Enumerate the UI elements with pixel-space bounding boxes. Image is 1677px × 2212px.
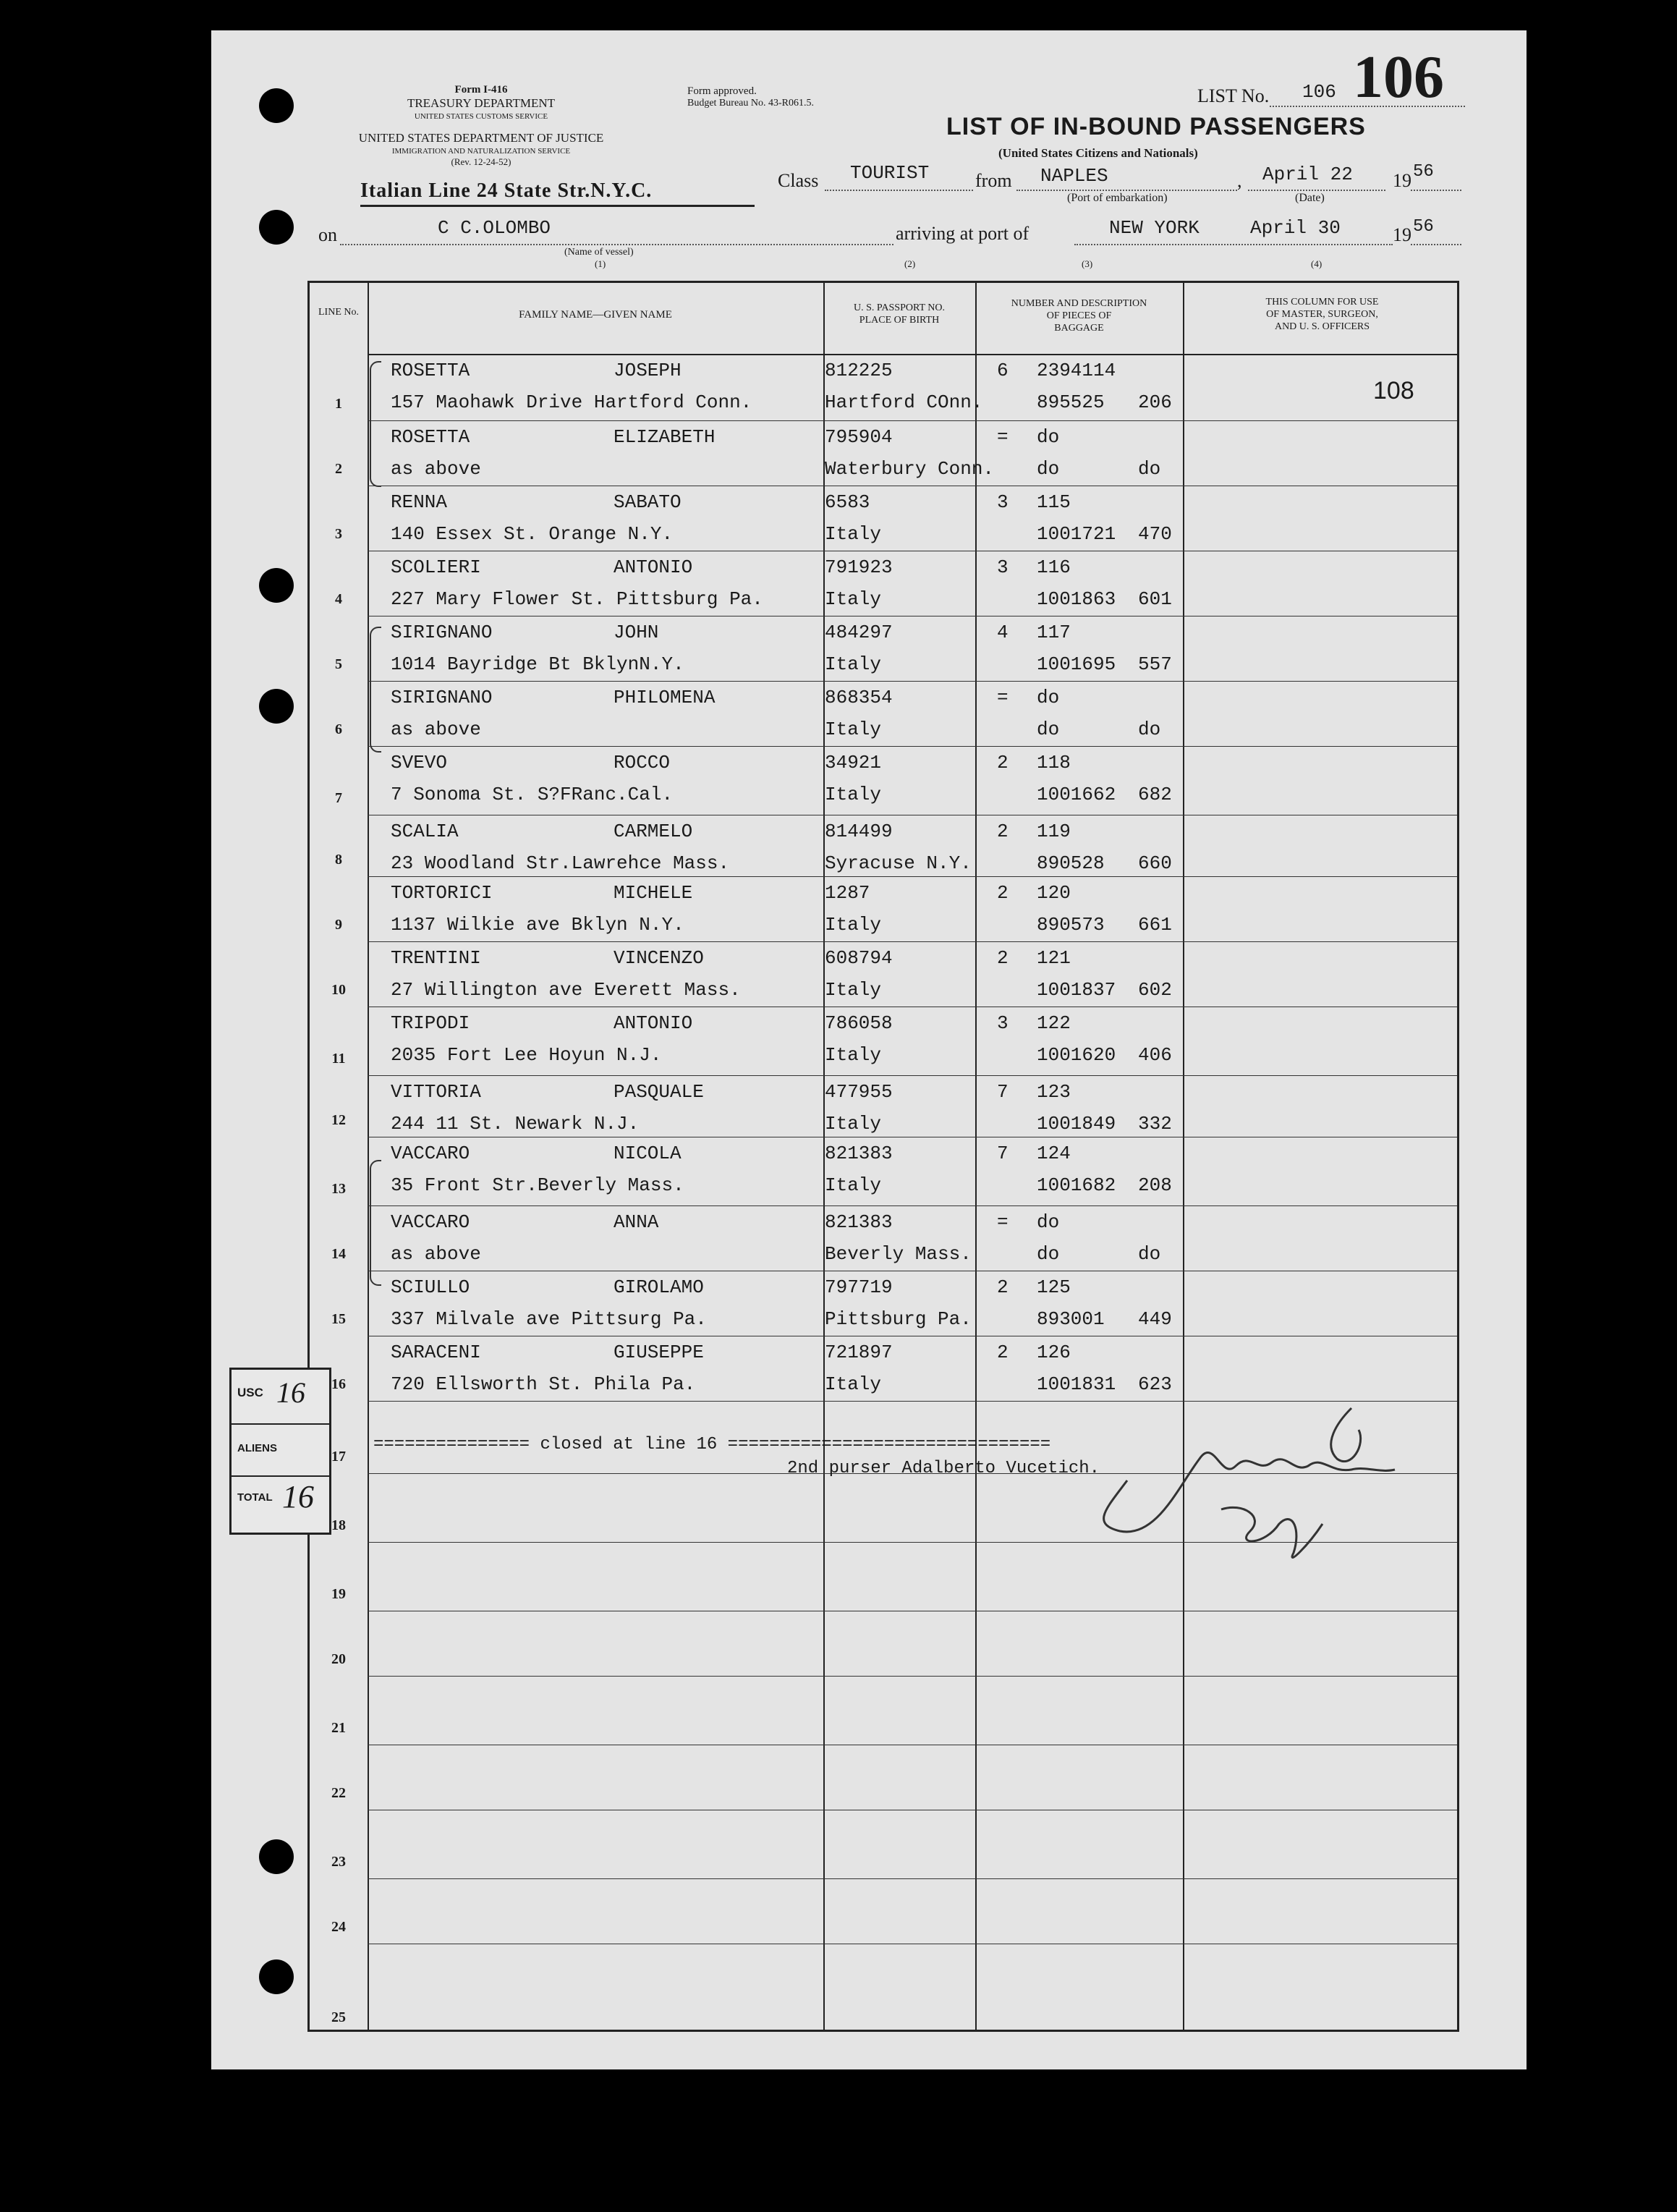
column-header-name: FAMILY NAME—GIVEN NAME xyxy=(519,309,672,321)
address: 244 11 St. Newark N.J. xyxy=(391,1113,640,1135)
baggage-pieces: 6 xyxy=(997,360,1009,381)
baggage-tag: do xyxy=(1037,1211,1060,1233)
baggage-pieces: 2 xyxy=(997,1342,1009,1363)
date-caption: (Date) xyxy=(1295,192,1325,204)
place-of-birth: Italy xyxy=(825,523,882,545)
baggage-code: 557 xyxy=(1138,653,1172,675)
departure-year: 56 xyxy=(1413,162,1434,182)
address: 720 Ellsworth St. Phila Pa. xyxy=(391,1373,696,1395)
baggage-pieces: 4 xyxy=(997,622,1009,643)
family-name: SARACENI xyxy=(391,1342,481,1363)
line-number: 21 xyxy=(331,1720,346,1736)
given-name: CARMELO xyxy=(614,821,693,842)
column-header-officers-2: OF MASTER, SURGEON, xyxy=(1266,309,1378,320)
baggage-description: 1001682 xyxy=(1037,1174,1116,1196)
family-name: SCOLIERI xyxy=(391,556,481,578)
baggage-code: 682 xyxy=(1138,784,1172,805)
baggage-tag: 119 xyxy=(1037,821,1071,842)
stamp-aliens-label: ALIENS xyxy=(237,1442,278,1454)
passport-number: 6583 xyxy=(825,491,870,513)
place-of-birth: Italy xyxy=(825,914,882,936)
column-header-officers-1: THIS COLUMN FOR USE xyxy=(1265,297,1379,308)
passport-number: 814499 xyxy=(825,821,893,842)
baggage-code: 601 xyxy=(1138,588,1172,610)
line-number: 5 xyxy=(335,656,342,672)
line-number: 6 xyxy=(335,721,342,737)
baggage-tag: 2394114 xyxy=(1037,360,1116,381)
baggage-description: 1001863 xyxy=(1037,588,1116,610)
arriving-label: arriving at port of xyxy=(896,223,1029,244)
list-number-typed: 106 xyxy=(1302,81,1336,103)
family-name: SIRIGNANO xyxy=(391,687,493,708)
baggage-tag: 118 xyxy=(1037,752,1071,774)
given-name: JOSEPH xyxy=(614,360,682,381)
purser-signature-line: 2nd purser Adalberto Vucetich. xyxy=(787,1459,1100,1478)
family-name: SIRIGNANO xyxy=(391,622,493,643)
baggage-pieces: = xyxy=(997,687,1009,708)
from-label: from xyxy=(975,170,1012,191)
tally-stamp xyxy=(229,1368,331,1535)
column-header-officers-3: AND U. S. OFFICERS xyxy=(1274,321,1370,332)
family-name: VACCARO xyxy=(391,1211,470,1233)
passport-number: 868354 xyxy=(825,687,893,708)
baggage-pieces: 2 xyxy=(997,882,1009,904)
punch-hole xyxy=(259,210,294,245)
passport-number: 721897 xyxy=(825,1342,893,1363)
revision-label: (Rev. 12-24-52) xyxy=(451,156,511,167)
baggage-code: 602 xyxy=(1138,979,1172,1001)
baggage-tag: 121 xyxy=(1037,947,1071,969)
baggage-tag: 120 xyxy=(1037,882,1071,904)
arrival-year-prefix: 19 xyxy=(1393,224,1411,245)
passport-number: 791923 xyxy=(825,556,893,578)
baggage-code: do xyxy=(1138,1243,1161,1265)
place-of-birth: Italy xyxy=(825,719,882,740)
family-name: TORTORICI xyxy=(391,882,493,904)
stamp-total-label: TOTAL xyxy=(237,1491,273,1504)
baggage-description: 1001721 xyxy=(1037,523,1116,545)
baggage-tag: do xyxy=(1037,687,1060,708)
ins-label: IMMIGRATION AND NATURALIZATION SERVICE xyxy=(391,147,571,156)
given-name: ANNA xyxy=(614,1211,659,1233)
family-name: SVEVO xyxy=(391,752,448,774)
baggage-tag: 122 xyxy=(1037,1012,1071,1034)
place-of-birth: Hartford COnn. xyxy=(825,391,983,413)
given-name: ELIZABETH xyxy=(614,426,716,448)
baggage-code: 332 xyxy=(1138,1113,1172,1135)
stamp-usc-label: USC xyxy=(237,1386,263,1399)
line-number: 17 xyxy=(331,1449,346,1465)
passport-number: 795904 xyxy=(825,426,893,448)
family-name: ROSETTA xyxy=(391,426,470,448)
family-name: TRENTINI xyxy=(391,947,481,969)
column-header-line-no: LINE No. xyxy=(318,307,359,318)
baggage-code: 206 xyxy=(1138,391,1172,413)
vessel-name: C C.OLOMBO xyxy=(438,217,551,239)
address: as above xyxy=(391,719,481,740)
baggage-code: 660 xyxy=(1138,852,1172,874)
given-name: VINCENZO xyxy=(614,947,704,969)
address: 2035 Fort Lee Hoyun N.J. xyxy=(391,1044,662,1066)
vessel-caption: (Name of vessel) xyxy=(564,247,634,258)
line-number: 7 xyxy=(335,790,342,806)
family-name: ROSETTA xyxy=(391,360,470,381)
passport-number: 34921 xyxy=(825,752,882,774)
line-number: 10 xyxy=(331,982,346,998)
class-label: Class xyxy=(778,170,819,191)
port-of-embarkation: NAPLES xyxy=(1040,165,1108,187)
baggage-pieces: 2 xyxy=(997,752,1009,774)
address: 140 Essex St. Orange N.Y. xyxy=(391,523,674,545)
list-number-label: LIST No. xyxy=(1197,85,1270,106)
column-header-passport: U. S. PASSPORT NO. xyxy=(854,302,945,313)
baggage-description: 1001662 xyxy=(1037,784,1116,805)
column-1-number: (1) xyxy=(595,258,606,269)
line-number: 22 xyxy=(331,1785,346,1801)
given-name: ROCCO xyxy=(614,752,671,774)
line-number: 1 xyxy=(335,396,342,412)
address: as above xyxy=(391,1243,481,1265)
punch-hole xyxy=(259,1839,294,1874)
punch-hole xyxy=(259,1959,294,1994)
address: 227 Mary Flower St. Pittsburg Pa. xyxy=(391,588,763,610)
punch-hole xyxy=(259,88,294,123)
baggage-pieces: 2 xyxy=(997,1276,1009,1298)
form-title: LIST OF IN-BOUND PASSENGERS xyxy=(946,113,1366,140)
baggage-pieces: 2 xyxy=(997,947,1009,969)
baggage-code: 623 xyxy=(1138,1373,1172,1395)
port-embarkation-caption: (Port of embarkation) xyxy=(1067,192,1168,204)
line-number: 3 xyxy=(335,526,342,542)
officer-note: 108 xyxy=(1373,377,1414,404)
line-number: 18 xyxy=(331,1517,346,1533)
baggage-description: 893001 xyxy=(1037,1308,1105,1330)
line-number: 25 xyxy=(331,2009,346,2025)
address: 23 Woodland Str.Lawrehce Mass. xyxy=(391,852,730,874)
given-name: PHILOMENA xyxy=(614,687,716,708)
column-2-number: (2) xyxy=(904,258,916,269)
on-label: on xyxy=(318,224,337,245)
line-number: 15 xyxy=(331,1311,346,1327)
place-of-birth: Italy xyxy=(825,1174,882,1196)
line-number: 13 xyxy=(331,1181,346,1197)
family-name: TRIPODI xyxy=(391,1012,470,1034)
given-name: JOHN xyxy=(614,622,659,643)
column-3-number: (3) xyxy=(1082,258,1093,269)
baggage-pieces: 2 xyxy=(997,821,1009,842)
baggage-pieces: 3 xyxy=(997,491,1009,513)
baggage-pieces: 7 xyxy=(997,1081,1009,1103)
baggage-description: 1001831 xyxy=(1037,1373,1116,1395)
arrival-year: 56 xyxy=(1413,217,1434,237)
stamp-usc-value: 16 xyxy=(276,1376,305,1409)
place-of-birth: Beverly Mass. xyxy=(825,1243,972,1265)
passport-number: 477955 xyxy=(825,1081,893,1103)
place-of-birth: Italy xyxy=(825,588,882,610)
baggage-description: 1001695 xyxy=(1037,653,1116,675)
baggage-tag: do xyxy=(1037,426,1060,448)
passport-number: 786058 xyxy=(825,1012,893,1034)
family-name: VACCARO xyxy=(391,1143,470,1164)
column-header-baggage-1: NUMBER AND DESCRIPTION xyxy=(1011,298,1147,309)
given-name: GIUSEPPE xyxy=(614,1342,704,1363)
baggage-pieces: = xyxy=(997,1211,1009,1233)
line-number: 2 xyxy=(335,461,342,477)
baggage-pieces: 3 xyxy=(997,1012,1009,1034)
line-number: 24 xyxy=(331,1919,346,1935)
baggage-tag: 117 xyxy=(1037,622,1071,643)
given-name: GIROLAMO xyxy=(614,1276,704,1298)
arrival-port: NEW YORK xyxy=(1109,217,1200,239)
column-4-number: (4) xyxy=(1311,258,1323,269)
place-of-birth: Italy xyxy=(825,784,882,805)
passport-number: 1287 xyxy=(825,882,870,904)
baggage-description: do xyxy=(1037,1243,1060,1265)
address: 27 Willington ave Everett Mass. xyxy=(391,979,741,1001)
address: 337 Milvale ave Pittsurg Pa. xyxy=(391,1308,707,1330)
baggage-tag: 123 xyxy=(1037,1081,1071,1103)
punch-hole xyxy=(259,568,294,603)
line-number: 4 xyxy=(335,591,342,607)
form-subtitle: (United States Citizens and Nationals) xyxy=(998,146,1198,160)
inspector-signature xyxy=(1077,1401,1482,1575)
treasury-label: TREASURY DEPARTMENT xyxy=(407,96,556,110)
baggage-code: 406 xyxy=(1138,1044,1172,1066)
place-of-birth: Italy xyxy=(825,653,882,675)
baggage-description: 890528 xyxy=(1037,852,1105,874)
baggage-description: do xyxy=(1037,719,1060,740)
baggage-code: 208 xyxy=(1138,1174,1172,1196)
address: 35 Front Str.Beverly Mass. xyxy=(391,1174,684,1196)
place-of-birth: Waterbury Conn. xyxy=(825,458,995,480)
family-name: SCIULLO xyxy=(391,1276,470,1298)
line-number: 12 xyxy=(331,1112,346,1128)
given-name: ANTONIO xyxy=(614,556,693,578)
baggage-pieces: 3 xyxy=(997,556,1009,578)
baggage-code: do xyxy=(1138,719,1161,740)
stamp-total-value: 16 xyxy=(282,1479,314,1514)
passport-number: 608794 xyxy=(825,947,893,969)
address: 157 Maohawk Drive Hartford Conn. xyxy=(391,391,752,413)
column-header-baggage-3: BAGGAGE xyxy=(1054,323,1104,334)
line-number: 16 xyxy=(331,1376,346,1392)
passenger-table xyxy=(307,281,1459,2032)
baggage-description: 1001837 xyxy=(1037,979,1116,1001)
baggage-tag: 124 xyxy=(1037,1143,1071,1164)
line-number: 19 xyxy=(331,1586,346,1602)
line-number: 11 xyxy=(331,1051,346,1067)
baggage-tag: 126 xyxy=(1037,1342,1071,1363)
baggage-code: 661 xyxy=(1138,914,1172,936)
address: 7 Sonoma St. S?FRanc.Cal. xyxy=(391,784,674,805)
place-of-birth: Italy xyxy=(825,979,882,1001)
place-of-birth: Italy xyxy=(825,1113,882,1135)
line-number: 9 xyxy=(335,917,342,933)
family-name: SCALIA xyxy=(391,821,459,842)
baggage-pieces: 7 xyxy=(997,1143,1009,1164)
baggage-description: 890573 xyxy=(1037,914,1105,936)
address: as above xyxy=(391,458,481,480)
column-header-birthplace: PLACE OF BIRTH xyxy=(859,315,940,326)
place-of-birth: Italy xyxy=(825,1044,882,1066)
baggage-code: 449 xyxy=(1138,1308,1172,1330)
family-name: VITTORIA xyxy=(391,1081,481,1103)
arrival-date: April 30 xyxy=(1250,217,1341,239)
passport-number: 484297 xyxy=(825,622,893,643)
given-name: ANTONIO xyxy=(614,1012,693,1034)
list-number-stamp: 106 xyxy=(1353,43,1444,111)
family-name: RENNA xyxy=(391,491,448,513)
passport-number: 812225 xyxy=(825,360,893,381)
baggage-description: 1001849 xyxy=(1037,1113,1116,1135)
form-approved: Form approved. xyxy=(687,85,757,97)
column-header-baggage-2: OF PIECES OF xyxy=(1046,310,1112,321)
justice-label: UNITED STATES DEPARTMENT OF JUSTICE xyxy=(358,131,604,145)
baggage-tag: 115 xyxy=(1037,491,1071,513)
place-of-birth: Syracuse N.Y. xyxy=(825,852,972,874)
class-value: TOURIST xyxy=(850,162,930,184)
line-number: 8 xyxy=(335,852,342,868)
closed-at-line: =============== closed at line 16 =============================== xyxy=(373,1435,1051,1454)
form-number: Form I-416 xyxy=(454,84,508,96)
baggage-code: 470 xyxy=(1138,523,1172,545)
baggage-pieces: = xyxy=(997,426,1009,448)
address: 1137 Wilkie ave Bklyn N.Y. xyxy=(391,914,684,936)
shipping-agent: Italian Line 24 State Str.N.Y.C. xyxy=(360,179,653,202)
customs-label: UNITED STATES CUSTOMS SERVICE xyxy=(414,112,548,121)
passport-number: 797719 xyxy=(825,1276,893,1298)
baggage-code: do xyxy=(1138,458,1161,480)
departure-date: April 22 xyxy=(1262,164,1353,185)
address: 1014 Bayridge Bt BklynN.Y. xyxy=(391,653,684,675)
punch-hole xyxy=(259,689,294,724)
line-number: 23 xyxy=(331,1854,346,1870)
given-name: PASQUALE xyxy=(614,1081,704,1103)
baggage-tag: 116 xyxy=(1037,556,1071,578)
given-name: NICOLA xyxy=(614,1143,682,1164)
passport-number: 821383 xyxy=(825,1143,893,1164)
line-number: 14 xyxy=(331,1246,346,1262)
passport-number: 821383 xyxy=(825,1211,893,1233)
baggage-tag: 125 xyxy=(1037,1276,1071,1298)
baggage-description: do xyxy=(1037,458,1060,480)
given-name: MICHELE xyxy=(614,882,693,904)
baggage-description: 1001620 xyxy=(1037,1044,1116,1066)
baggage-description: 895525 xyxy=(1037,391,1105,413)
budget-bureau: Budget Bureau No. 43-R061.5. xyxy=(687,98,814,109)
given-name: SABATO xyxy=(614,491,682,513)
place-of-birth: Italy xyxy=(825,1373,882,1395)
line-number: 20 xyxy=(331,1651,346,1667)
departure-year-prefix: 19 xyxy=(1393,170,1411,191)
place-of-birth: Pittsburg Pa. xyxy=(825,1308,972,1330)
